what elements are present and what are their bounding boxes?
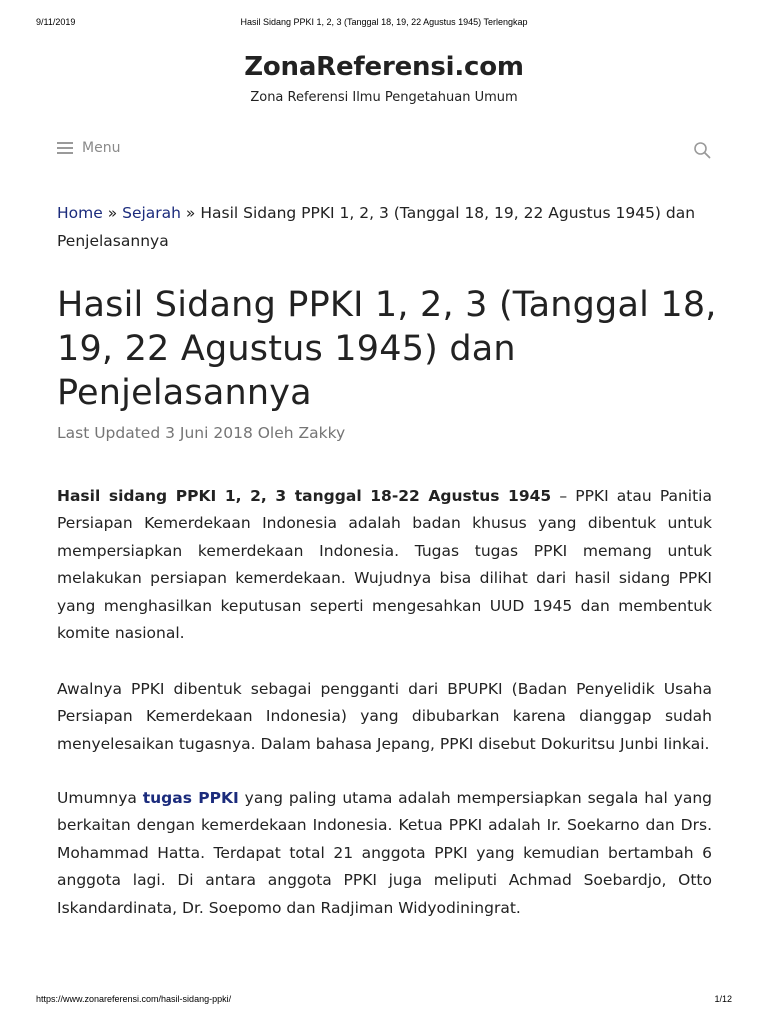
nav-bar <box>57 140 711 164</box>
site-tagline: Zona Referensi Ilmu Pengetahuan Umum <box>250 90 518 105</box>
print-doc-title: Hasil Sidang PPKI 1, 2, 3 (Tanggal 18, 19, 22 Agustus 1945) Terlengkap <box>240 17 528 27</box>
breadcrumb-home-link[interactable]: Home <box>57 204 103 222</box>
breadcrumb-current: Hasil Sidang PPKI 1, 2, 3 (Tanggal 18, 19, 22 Agustus 1945) dan Penjelasannya <box>57 204 696 250</box>
breadcrumb-category-link[interactable]: Sejarah <box>122 204 181 222</box>
site-title[interactable]: ZonaReferensi.com <box>244 52 524 82</box>
paragraph-history: Awalnya PPKI dibentuk sebagai pengganti dari BPUPKI (Badan Penyelidik Usaha Persiapan Kemerdekaan Indonesia) yang dibubarkan karena dianggap sudah menyelesaikan tugasnya. Dalam bahasa Jepang, PPKI disebut Dokuritsu Junbi Iinkai. <box>57 680 712 753</box>
print-url: https://www.zonareferensi.com/hasil-sidang-ppki/ <box>36 994 232 1004</box>
print-date: 9/11/2019 <box>36 17 76 27</box>
hamburger-icon <box>57 142 73 154</box>
paragraph-intro <box>57 483 712 647</box>
breadcrumb <box>57 199 711 255</box>
intro-bold-text: Hasil sidang PPKI 1, 2, 3 tanggal 18-22 Agustus 1945 <box>57 487 552 505</box>
menu-toggle-button[interactable] <box>57 140 120 156</box>
post-title: Hasil Sidang PPKI 1, 2, 3 (Tanggal 18, 19, 22 Agustus 1945) dan Penjelasannya <box>57 285 717 413</box>
paragraph-tasks <box>57 785 712 922</box>
tasks-text-after: yang paling utama adalah mempersiapkan segala hal yang berkaitan dengan kemerdekaan Indonesia. Ketua PPKI adalah Ir. Soekarno dan Drs. Mohammad Hatta. Terdapat total 21 anggota PPKI yang kemudian bertambah 6 anggota lagi. Di antara anggota PPKI juga meliputi Achmad Soebardjo, Otto Iskandardinata, Dr. Soepomo dan Radjiman Widyodiningrat. <box>57 789 713 917</box>
tugas-ppki-link[interactable]: tugas PPKI <box>142 789 239 807</box>
search-icon[interactable] <box>693 141 711 163</box>
tasks-text-before: Umumnya <box>57 789 143 807</box>
post-meta: Last Updated 3 Juni 2018 Oleh Zakky <box>57 424 346 442</box>
print-page-number: 1/12 <box>714 994 732 1004</box>
breadcrumb-separator: » <box>181 204 201 222</box>
intro-text: – PPKI atau Panitia Persiapan Kemerdekaan Indonesia adalah badan khusus yang dibentuk untuk mempersiapkan kemerdekaan Indonesia. Tugas tugas PPKI memang untuk melakukan persiapan kemerdekaan. Wujudnya bisa dilihat dari hasil sidang PPKI yang menghasilkan keputusan seperti mengesahkan UUD 1945 dan membentuk komite nasional. <box>57 487 712 643</box>
breadcrumb-separator: » <box>102 204 123 222</box>
menu-label: Menu <box>82 140 121 156</box>
